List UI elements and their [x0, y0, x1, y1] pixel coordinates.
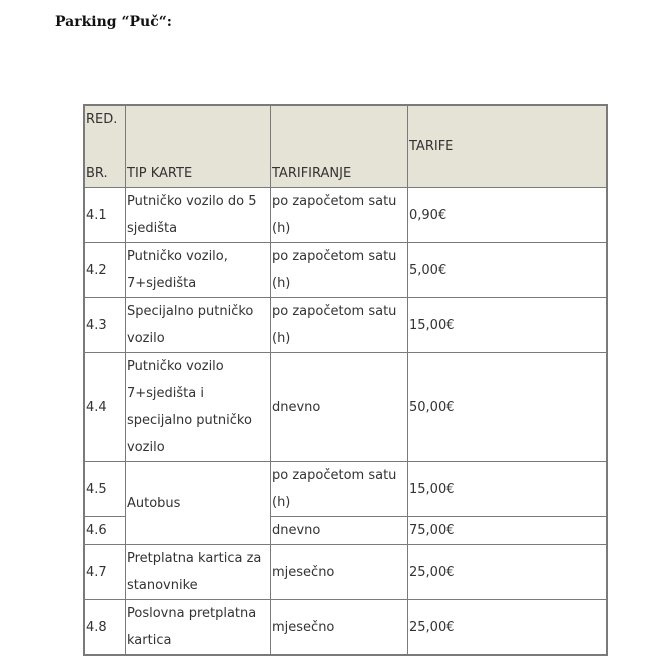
- row-billing: po započetom satu (h): [271, 243, 408, 298]
- table-header-row: [84, 105, 607, 188]
- row-billing: po započetom satu (h): [271, 188, 408, 243]
- table-row: [84, 243, 607, 298]
- row-billing: dnevno: [271, 517, 408, 545]
- row-number: 4.2: [84, 243, 126, 298]
- table-row: [84, 462, 607, 517]
- row-tariff: 5,00€: [408, 243, 608, 298]
- row-billing: mjesečno: [271, 600, 408, 656]
- row-number: 4.3: [84, 298, 126, 353]
- header-br: BR.: [86, 166, 108, 181]
- row-ticket-type: Autobus: [126, 462, 271, 545]
- row-number: 4.1: [84, 188, 126, 243]
- row-number: 4.4: [84, 353, 126, 462]
- page-heading: Parking “Puč“:: [55, 14, 172, 30]
- row-billing: po započetom satu (h): [271, 298, 408, 353]
- header-red: RED.: [86, 112, 118, 127]
- header-tip-karte: TIP KARTE: [126, 105, 271, 188]
- table-row: [84, 188, 607, 243]
- row-ticket-type: Putničko vozilo, 7+sjedišta: [126, 243, 271, 298]
- row-ticket-type: Specijalno putničko vozilo: [126, 298, 271, 353]
- row-tariff: 15,00€: [408, 462, 608, 517]
- table-row: [84, 545, 607, 600]
- table-row: [84, 298, 607, 353]
- row-number: 4.7: [84, 545, 126, 600]
- row-ticket-type: Poslovna pretplatna kartica: [126, 600, 271, 656]
- row-number: 4.5: [84, 462, 126, 517]
- header-tarifiranje: TARIFIRANJE: [271, 105, 408, 188]
- row-tariff: 25,00€: [408, 600, 608, 656]
- row-tariff: 50,00€: [408, 353, 608, 462]
- row-billing: dnevno: [271, 353, 408, 462]
- row-billing: po započetom satu (h): [271, 462, 408, 517]
- row-ticket-type: Putničko vozilo 7+sjedišta i specijalno putničko vozilo: [126, 353, 271, 462]
- row-tariff: 15,00€: [408, 298, 608, 353]
- tariff-table: [83, 104, 608, 656]
- table-row: [84, 353, 607, 462]
- table-row: [84, 600, 607, 656]
- header-red-br: [84, 105, 126, 188]
- row-billing: mjesečno: [271, 545, 408, 600]
- row-ticket-type: Pretplatna kartica za stanovnike: [126, 545, 271, 600]
- row-tariff: 0,90€: [408, 188, 608, 243]
- row-number: 4.6: [84, 517, 126, 545]
- row-number: 4.8: [84, 600, 126, 656]
- header-tarife: TARIFE: [408, 105, 608, 188]
- row-tariff: 75,00€: [408, 517, 608, 545]
- row-tariff: 25,00€: [408, 545, 608, 600]
- row-ticket-type: Putničko vozilo do 5 sjedišta: [126, 188, 271, 243]
